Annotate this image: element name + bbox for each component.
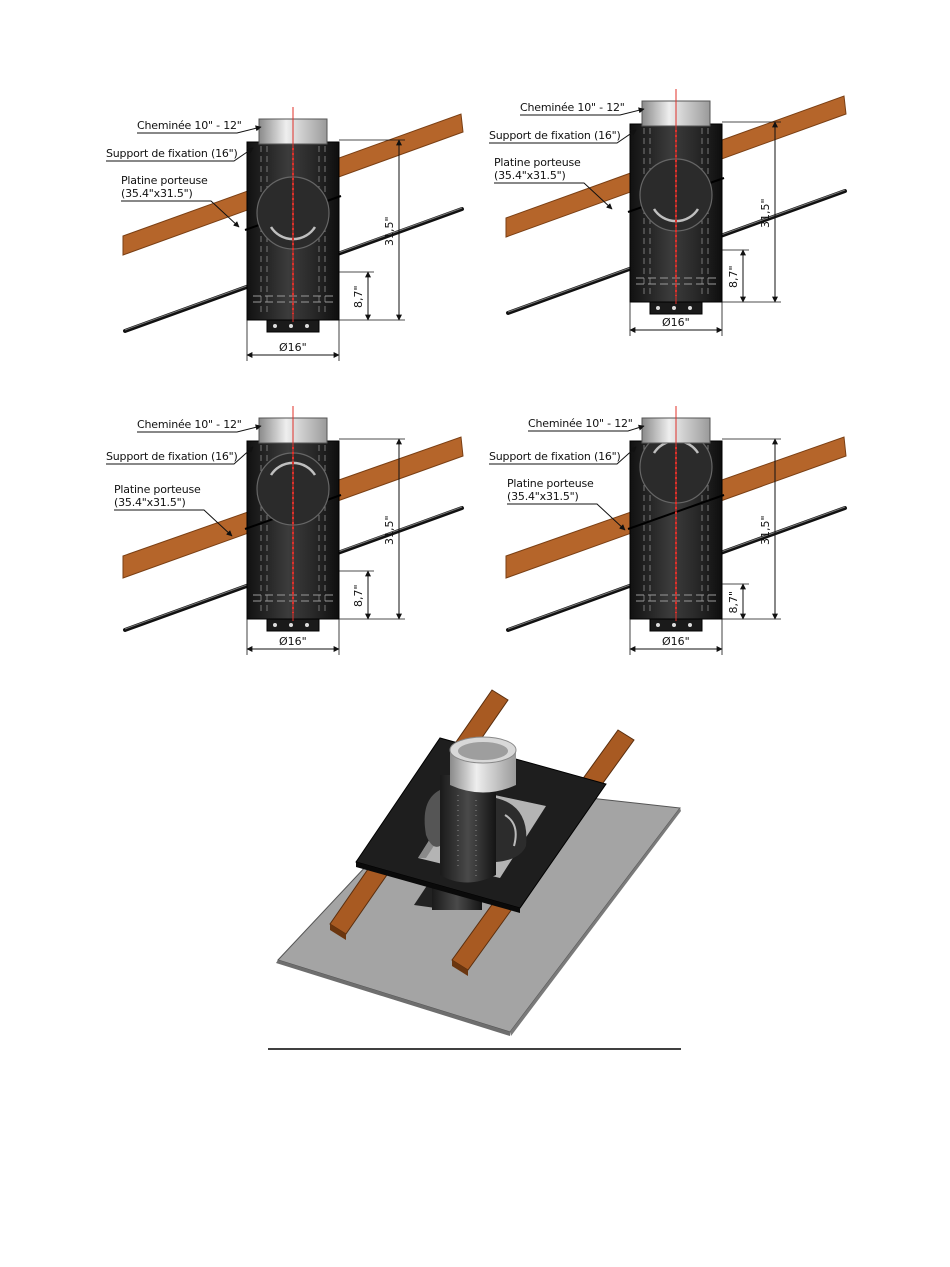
- elevation-view-bottom-left: [106, 406, 463, 655]
- label-support: Support de fixation (16"): [106, 147, 238, 160]
- label-plate-line2: (35.4"x31.5"): [121, 187, 193, 200]
- dim-diameter-label: Ø16": [279, 635, 307, 648]
- dim-lower-label: 8,7": [727, 265, 740, 288]
- dim-height-label: 31,5": [383, 216, 396, 246]
- label-chimney: Cheminée 10" - 12": [137, 418, 242, 431]
- elevation-view-bottom-right: [489, 406, 846, 655]
- label-plate-line2: (35.4"x31.5"): [494, 169, 566, 182]
- label-support: Support de fixation (16"): [489, 450, 621, 463]
- label-chimney: Cheminée 10" - 12": [137, 119, 242, 132]
- label-plate-line1: Platine porteuse: [494, 156, 581, 169]
- dim-height-label: 31,5": [759, 198, 772, 228]
- dim-diameter-label: Ø16": [662, 316, 690, 329]
- label-support: Support de fixation (16"): [106, 450, 238, 463]
- dim-diameter-label: Ø16": [279, 341, 307, 354]
- dim-diameter-label: Ø16": [662, 635, 690, 648]
- dim-height-label: 31,5": [759, 515, 772, 545]
- label-plate-line1: Platine porteuse: [121, 174, 208, 187]
- label-plate-line1: Platine porteuse: [114, 483, 201, 496]
- dim-lower-label: 8,7": [352, 285, 365, 308]
- dim-lower-label: 8,7": [352, 584, 365, 607]
- label-chimney: Cheminée 10" - 12": [528, 417, 633, 430]
- label-plate-line1: Platine porteuse: [507, 477, 594, 490]
- dim-lower-label: 8,7": [727, 590, 740, 614]
- elevation-view-top-right: [489, 89, 846, 336]
- isometric-view: [276, 690, 681, 1036]
- label-chimney: Cheminée 10" - 12": [520, 101, 625, 114]
- dim-height-label: 31,5": [383, 515, 396, 545]
- elevation-view-top-left: [106, 107, 463, 361]
- label-support: Support de fixation (16"): [489, 129, 621, 142]
- label-plate-line2: (35.4"x31.5"): [507, 490, 579, 503]
- label-plate-line2: (35.4"x31.5"): [114, 496, 186, 509]
